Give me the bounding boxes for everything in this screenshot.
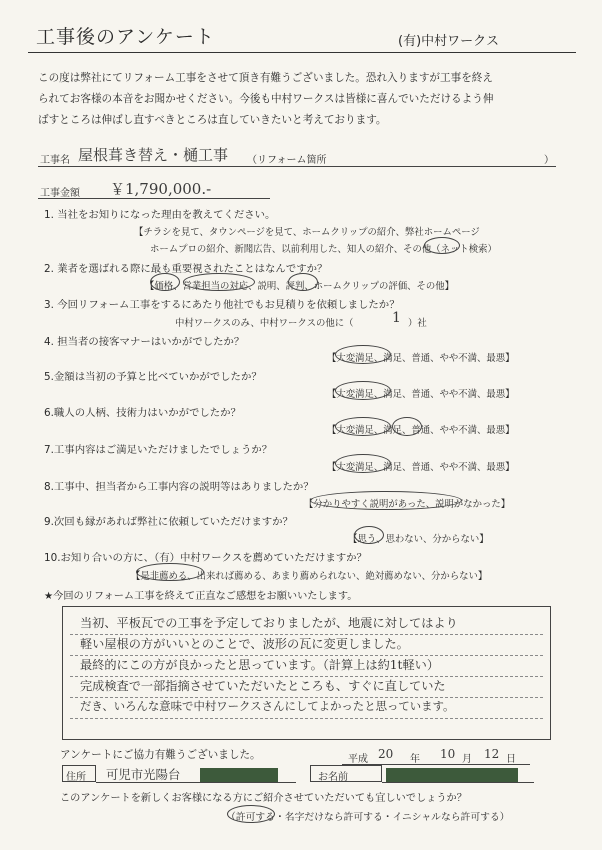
comment-prompt: ★今回のリフォーム工事を終えて正直なご感想をお願いいたします。: [44, 591, 358, 602]
q1-selection-circle: [424, 237, 460, 254]
comment-line-4: 完成検査で一部指摘させていただいたところも、すぐに直していた: [80, 679, 446, 693]
date-month: 10: [440, 747, 456, 761]
q3-options: 中村ワークスのみ、中村ワークスの他に（: [175, 318, 354, 329]
intro-line-2: られてお客様の本音をお聞かせください。今後も中村ワークスは皆様に喜んでいただけるよう伸: [38, 93, 494, 105]
comment-guide-line: [70, 718, 543, 719]
q10-options: 【是非薦める、出来れば薦める、あまり薦められない、絶対薦めない、分からない】: [131, 571, 488, 582]
q7-selection-circle: [335, 454, 391, 473]
q2-selection-circle-reputation: [288, 273, 318, 291]
company-name: (有)中村ワークス: [398, 34, 500, 49]
date-year: 20: [378, 747, 394, 761]
project-name-suffix: （リフォーム箇所: [247, 155, 327, 166]
thanks-message: アンケートにご協力有難うございました。: [60, 749, 261, 761]
q2-selection-circle-price: [150, 273, 180, 291]
q4-selection-circle: [335, 345, 391, 364]
comment-line-1: 当初、平板瓦での工事を予定しておりましたが、地震に対してはより: [80, 616, 458, 630]
q3-other-count: 1: [392, 310, 401, 326]
project-amount-underline: [38, 198, 270, 199]
project-amount-value: ￥1,790,000.-: [110, 180, 212, 198]
question-8: 8.工事中、担当者から工事内容の説明等はありましたか？: [44, 481, 314, 493]
q2-selection-circle-staff: [183, 273, 255, 291]
q7-options: 【大変満足、満足、普通、やや不満、最悪】: [327, 462, 515, 473]
project-name-underline: [38, 166, 556, 167]
comment-line-2: 軽い屋根の方がいいとのことで、波形の瓦に変更しました。: [80, 637, 409, 651]
date-era: 平成: [348, 754, 368, 765]
q3-options-suffix: ）社: [408, 318, 427, 329]
intro-line-3: ばすところは伸ばし直すべきところは直していきたいと考えております。: [38, 114, 387, 126]
question-7: 7.工事内容はご満足いただけましたでしょうか？: [44, 444, 273, 456]
header-divider: [28, 52, 576, 53]
project-amount-label: 工事金額: [40, 188, 80, 199]
name-underline: [382, 782, 534, 783]
question-9: 9.次回も縁があれば弊社に依頼していただけますか？: [44, 516, 293, 528]
survey-title: 工事後のアンケート: [36, 26, 215, 48]
project-name-label: 工事名: [40, 155, 70, 166]
date-year-label: 年: [410, 754, 420, 765]
name-label: お名前: [318, 772, 348, 783]
q10-selection-circle: [136, 563, 204, 581]
q9-options: 【思う、思わない、分からない】: [348, 534, 489, 545]
q6-options: 【大変満足、満足、普通、やや不満、最悪】: [327, 425, 515, 436]
consent-options: （許可する・名字だけなら許可する・イニシャルなら許可する）: [226, 812, 510, 823]
q8-options: 【分かりやすく説明があった、説明がなかった】: [304, 499, 511, 510]
q5-options: 【大変満足、満足、普通、やや不満、最悪】: [327, 389, 515, 400]
question-3: 3. 今回リフォーム工事をするにあたり他社でもお見積りを依頼しましたか？: [44, 299, 400, 311]
address-underline: [96, 782, 296, 783]
date-day: 12: [484, 747, 500, 761]
q1-options-line-1: 【チラシを見て、タウンページを見て、ホームクリップの紹介、弊社ホームページ: [134, 227, 480, 238]
intro-line-1: この度は弊社にてリフォーム工事をさせて頂き有難うございました。恐れ入りますが工事を終え: [38, 72, 493, 84]
q9-selection-circle: [354, 526, 384, 544]
question-2: 2. 業者を選ばれる際に最も重要視されたことはなんですか？: [44, 263, 328, 275]
question-10: 10.お知り合いの方に、（有）中村ワークスを薦めていただけますか？: [44, 552, 367, 564]
question-5: 5.金額は当初の予算と比べていかがでしたか？: [44, 371, 262, 383]
project-name-value: 屋根葺き替え・樋工事: [78, 146, 229, 164]
address-redaction: [200, 768, 278, 782]
q6-selection-circle-satisfied: [392, 417, 422, 436]
q4-options: 【大変満足、満足、普通、やや不満、最悪】: [327, 353, 515, 364]
consent-question: このアンケートを新しくお客様になる方にご紹介させていただいても宜しいでしょうか？: [60, 793, 467, 804]
date-month-label: 月: [462, 754, 472, 765]
comment-line-5: だき、いろんな意味で中村ワークスさんにしてよかったと思っています。: [80, 699, 455, 713]
question-4: 4. 担当者の接客マナーはいかがでしたか？: [44, 336, 245, 348]
q5-selection-circle: [335, 381, 391, 400]
q1-options-line-2: ホームプロの紹介、新聞広告、以前利用した、知人の紹介、その他（ネット検索）: [150, 244, 497, 255]
name-redaction: [386, 768, 518, 782]
q6-selection-circle: [335, 417, 391, 436]
address-label: 住所: [66, 772, 86, 783]
question-6: 6.職人の人柄、技術力はいかがでしたか？: [44, 407, 241, 419]
project-name-close: ）: [544, 155, 554, 166]
q2-options: 【価格、営業担当の対応、説明、評判、ホームクリップの評価、その他】: [145, 281, 455, 292]
question-1: 1. 当社をお知りになった理由を教えてください。: [44, 209, 276, 221]
date-day-label: 日: [506, 754, 516, 765]
comment-line-3: 最終的にこの方が良かったと思っています。（計算上は約1t軽い）: [80, 658, 440, 672]
address-value: 可児市光陽台: [106, 767, 181, 782]
q8-selection-circle: [310, 491, 462, 510]
consent-selection-circle: [227, 805, 275, 823]
